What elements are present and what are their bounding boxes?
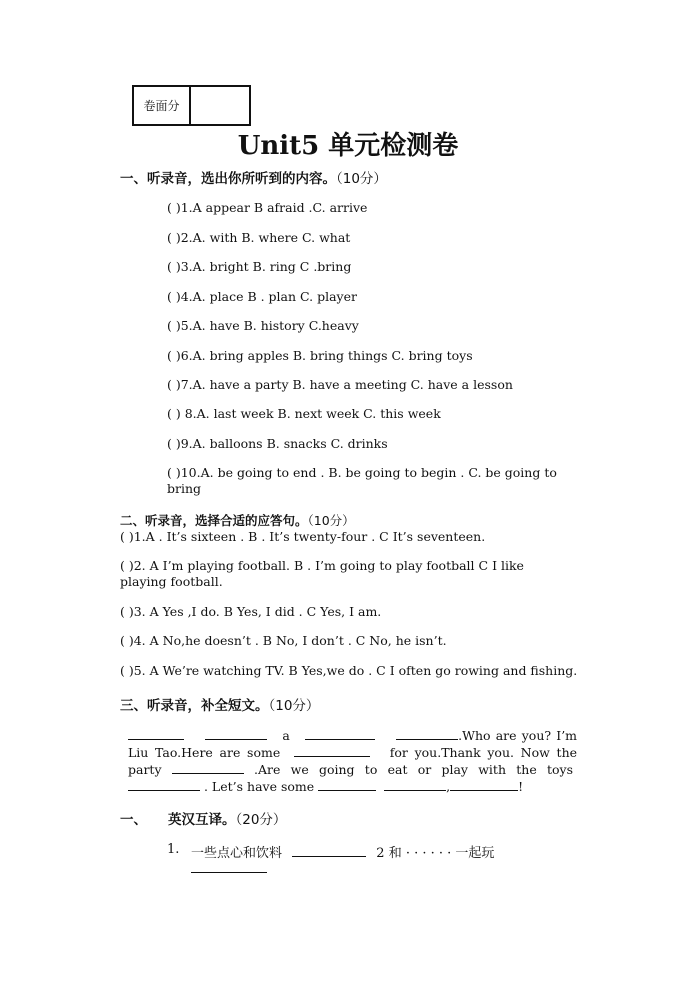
cloze-paragraph: a .Who are you? I’m Liu Tao.Here are some for you.Thank you. Now the party .Are we going to eat or play with the toys . Let’s have some , ! (128, 728, 578, 794)
translation-item-1: 一些点心和饮料 (191, 846, 283, 861)
translation-item-num: 1. (167, 842, 180, 857)
list-item: ( )1.A . It’s sixteen . B . It’s twenty-four . C It’s seventeen. (120, 529, 486, 544)
section-4-points: （20分） (235, 812, 287, 828)
blank-field[interactable] (128, 727, 184, 740)
blank-field[interactable] (305, 727, 375, 740)
section-2-title: 二、听录音，选择合适的应答句。 (120, 513, 308, 528)
blank-field[interactable] (384, 778, 446, 791)
list-item: ( )3.A. bright B. ring C .bring (167, 259, 352, 274)
cloze-text: ! (518, 779, 524, 794)
blank-field[interactable] (292, 844, 366, 857)
list-item: ( )6.A. bring apples B. bring things C. bring toys (167, 348, 473, 363)
section-4-title: 英汉互译。 (168, 812, 236, 828)
section-3-title: 三、听录音，补全短文。 (120, 698, 269, 714)
score-label: 卷面分 (134, 87, 191, 124)
section-1-title: 一、听录音，选出你所听到的内容。 (120, 171, 336, 187)
section-1-points: （10分） (336, 171, 387, 187)
list-item: ( )9.A. balloons B. snacks C. drinks (167, 436, 388, 451)
list-item: ( )4. A No,he doesn’t . B No, I don’t . C No, he isn’t. (120, 633, 447, 648)
list-item: ( )2. A I’m playing football. B . I’m going to play football C I like (120, 558, 524, 573)
list-item: ( )7.A. have a party B. have a meeting C. have a lesson (167, 377, 513, 392)
list-item: ( )3. A Yes ,I do. B Yes, I did . C Yes, I am. (120, 604, 382, 619)
list-item: ( )1.A appear B afraid .C. arrive (167, 200, 368, 215)
blank-field[interactable] (294, 744, 370, 757)
blank-field[interactable] (205, 727, 267, 740)
list-item: playing football. (120, 574, 223, 589)
cloze-text: a (282, 728, 290, 743)
translation-row (191, 842, 494, 861)
blank-field[interactable] (172, 761, 244, 774)
list-item: ( )5.A. have B. history C.heavy (167, 318, 359, 333)
list-item: ( )4.A. place B . plan C. player (167, 289, 357, 304)
blank-field[interactable] (450, 778, 518, 791)
list-item: ( )10.A. be going to end . B. be going to begin . C. be going to (167, 465, 557, 480)
blank-field[interactable] (396, 727, 458, 740)
score-box (132, 85, 251, 126)
list-item: bring (167, 481, 202, 496)
section-1-heading (120, 167, 387, 187)
section-2-points: （10分） (307, 513, 355, 528)
blank-field[interactable] (128, 778, 200, 791)
section-2-heading (120, 511, 355, 529)
section-3-heading (120, 694, 319, 714)
page-title: Unit5 单元检测卷 (237, 131, 459, 161)
section-4-heading (168, 808, 286, 828)
cloze-text: . Let’s have some (203, 779, 315, 794)
cloze-text: .Are we going to eat or play with the toys (254, 762, 573, 777)
cloze-text: .Who are you? I’m Liu Tao.Here are some (128, 728, 578, 760)
blank-field[interactable] (191, 860, 267, 873)
cloze-text: for you.Thank you. Now the party (128, 745, 578, 777)
section-4-number: 一、 (120, 812, 147, 828)
translation-item-2: 2 和 · · · · · · 一起玩 (376, 846, 495, 861)
translation-blank-row (191, 860, 267, 876)
list-item: ( )2.A. with B. where C. what (167, 230, 351, 245)
section-3-points: （10分） (268, 698, 320, 714)
blank-field[interactable] (318, 778, 376, 791)
list-item: ( ) 8.A. last week B. next week C. this week (167, 406, 441, 421)
list-item: ( )5. A We’re watching TV. B Yes,we do . C I often go rowing and fishing. (120, 663, 578, 678)
score-blank-cell (191, 87, 249, 124)
